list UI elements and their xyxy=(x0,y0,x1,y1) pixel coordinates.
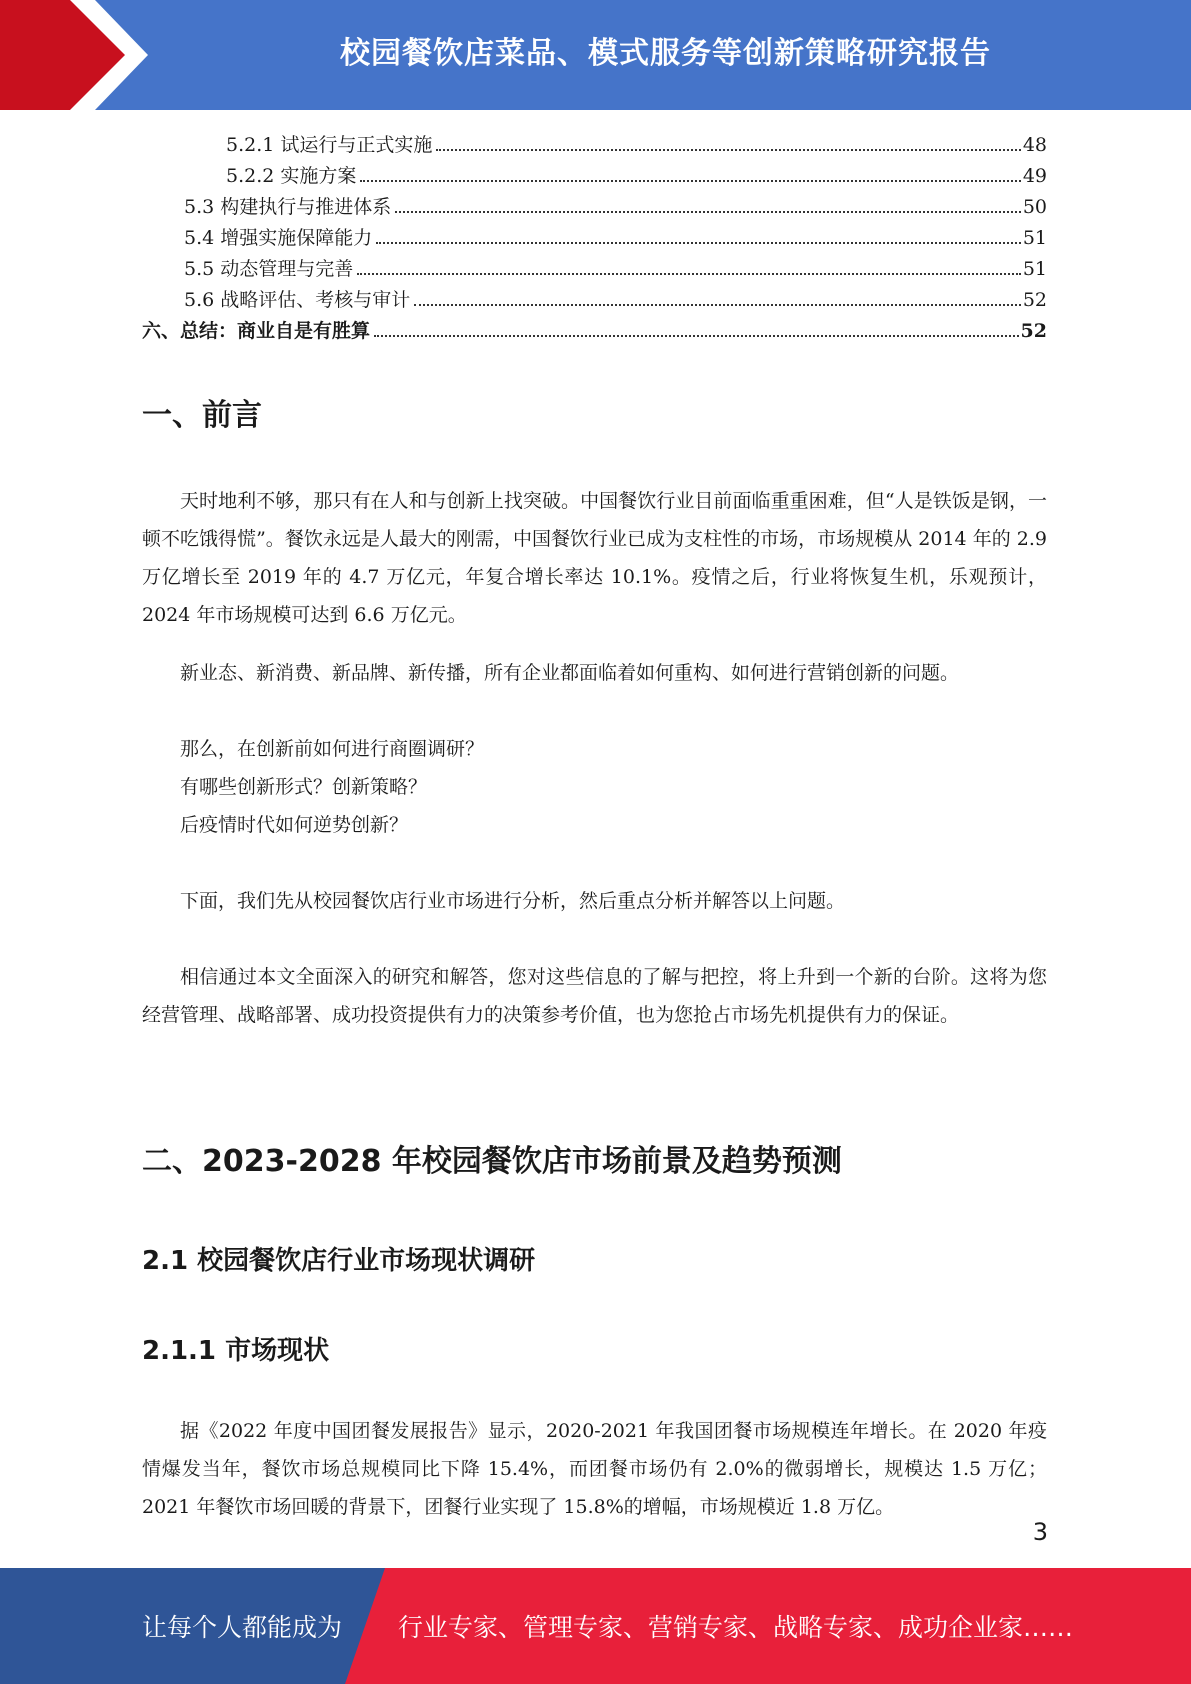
toc-leader-dots xyxy=(436,149,1020,151)
toc-entry[interactable] xyxy=(142,130,1047,161)
toc-entry-title: 5.2.1 试运行与正式实施 xyxy=(226,134,433,156)
question-line: 后疫情时代如何逆势创新？ xyxy=(180,814,409,836)
page-number: 3 xyxy=(1032,1518,1048,1546)
toc-entry-page: 52 xyxy=(1020,320,1047,342)
footer-slogan-left: 让每个人都能成为 xyxy=(142,1613,343,1642)
toc-entry[interactable] xyxy=(142,223,1047,254)
toc-leader-dots xyxy=(414,304,1021,306)
subsection-heading: 2.1.1 市场现状 xyxy=(142,1336,330,1366)
toc-leader-dots xyxy=(376,242,1021,244)
toc-entry-title: 5.4 增强实施保障能力 xyxy=(184,227,373,249)
paragraph: 新业态、新消费、新品牌、新传播，所有企业都面临着如何重构、如何进行营销创新的问题。 xyxy=(180,662,960,684)
section-heading: 二、2023-2028 年校园餐饮店市场前景及趋势预测 xyxy=(142,1144,842,1179)
toc-leader-dots xyxy=(360,180,1020,182)
toc-entry-page: 50 xyxy=(1022,196,1047,218)
toc-entry-title: 5.2.2 实施方案 xyxy=(226,165,357,187)
footer-slogan-right: 行业专家、管理专家、营销专家、战略专家、成功企业家…… xyxy=(398,1613,1074,1642)
section-heading: 一、前言 xyxy=(142,398,262,433)
paragraph: 下面，我们先从校园餐饮店行业市场进行分析，然后重点分析并解答以上问题。 xyxy=(180,890,846,912)
toc-entry-page: 49 xyxy=(1022,165,1047,187)
page-footer xyxy=(0,1568,1191,1684)
toc-entry[interactable] xyxy=(142,285,1047,316)
toc-leader-dots xyxy=(395,211,1021,213)
toc-leader-dots xyxy=(357,273,1021,275)
toc-entry-page: 52 xyxy=(1022,289,1047,311)
paragraph: 天时地利不够，那只有在人和与创新上找突破。中国餐饮行业目前面临重重困难，但“人是铁饭是钢，一顿不吃饿得慌”。餐饮永远是人最大的刚需，中国餐饮行业已成为支柱性的市场，市场规模从 2014 年的 2.9 万亿增长至 2019 年的 4.7 万亿元，年复合增长率达 10.1%。疫情之后，行业将恢复生机，乐观预计，2024 年市场规模可达到 6.6 万亿元。 xyxy=(142,490,1047,626)
paragraph: 相信通过本文全面深入的研究和解答，您对这些信息的了解与把控，将上升到一个新的台阶。这将为您经营管理、战略部署、成功投资提供有力的决策参考价值，也为您抢占市场先机提供有力的保证。 xyxy=(142,966,1047,1026)
subsection-heading: 2.1 校园餐饮店行业市场现状调研 xyxy=(142,1246,536,1276)
page-header xyxy=(0,0,1191,110)
toc-entry-page: 51 xyxy=(1022,258,1047,280)
toc-entry-page: 51 xyxy=(1022,227,1047,249)
toc-leader-dots xyxy=(374,335,1019,337)
toc-entry-title: 5.6 战略评估、考核与审计 xyxy=(184,289,411,311)
paragraph: 据《2022 年度中国团餐发展报告》显示，2020-2021 年我国团餐市场规模连年增长。在 2020 年疫情爆发当年，餐饮市场总规模同比下降 15.4%，而团餐市场仍有 2.0%的微弱增长，规模达 1.5 万亿；2021 年餐饮市场回暖的背景下，团餐行业实现了 15.8%的增幅，市场规模近 1.8 万亿。 xyxy=(142,1420,1047,1518)
toc-entry[interactable] xyxy=(142,316,1047,347)
table-of-contents xyxy=(142,130,1047,347)
toc-entry[interactable] xyxy=(142,192,1047,223)
question-line: 那么，在创新前如何进行商圈调研？ xyxy=(180,738,485,760)
toc-entry-page: 48 xyxy=(1022,134,1047,156)
toc-entry-title: 5.3 构建执行与推进体系 xyxy=(184,196,392,218)
toc-entry-title: 5.5 动态管理与完善 xyxy=(184,258,354,280)
question-line: 有哪些创新形式？创新策略？ xyxy=(180,776,428,798)
toc-entry[interactable] xyxy=(142,161,1047,192)
header-title: 校园餐饮店菜品、模式服务等创新策略研究报告 xyxy=(340,36,991,71)
toc-entry-title: 六、总结：商业自是有胜算 xyxy=(142,320,371,342)
toc-entry[interactable] xyxy=(142,254,1047,285)
